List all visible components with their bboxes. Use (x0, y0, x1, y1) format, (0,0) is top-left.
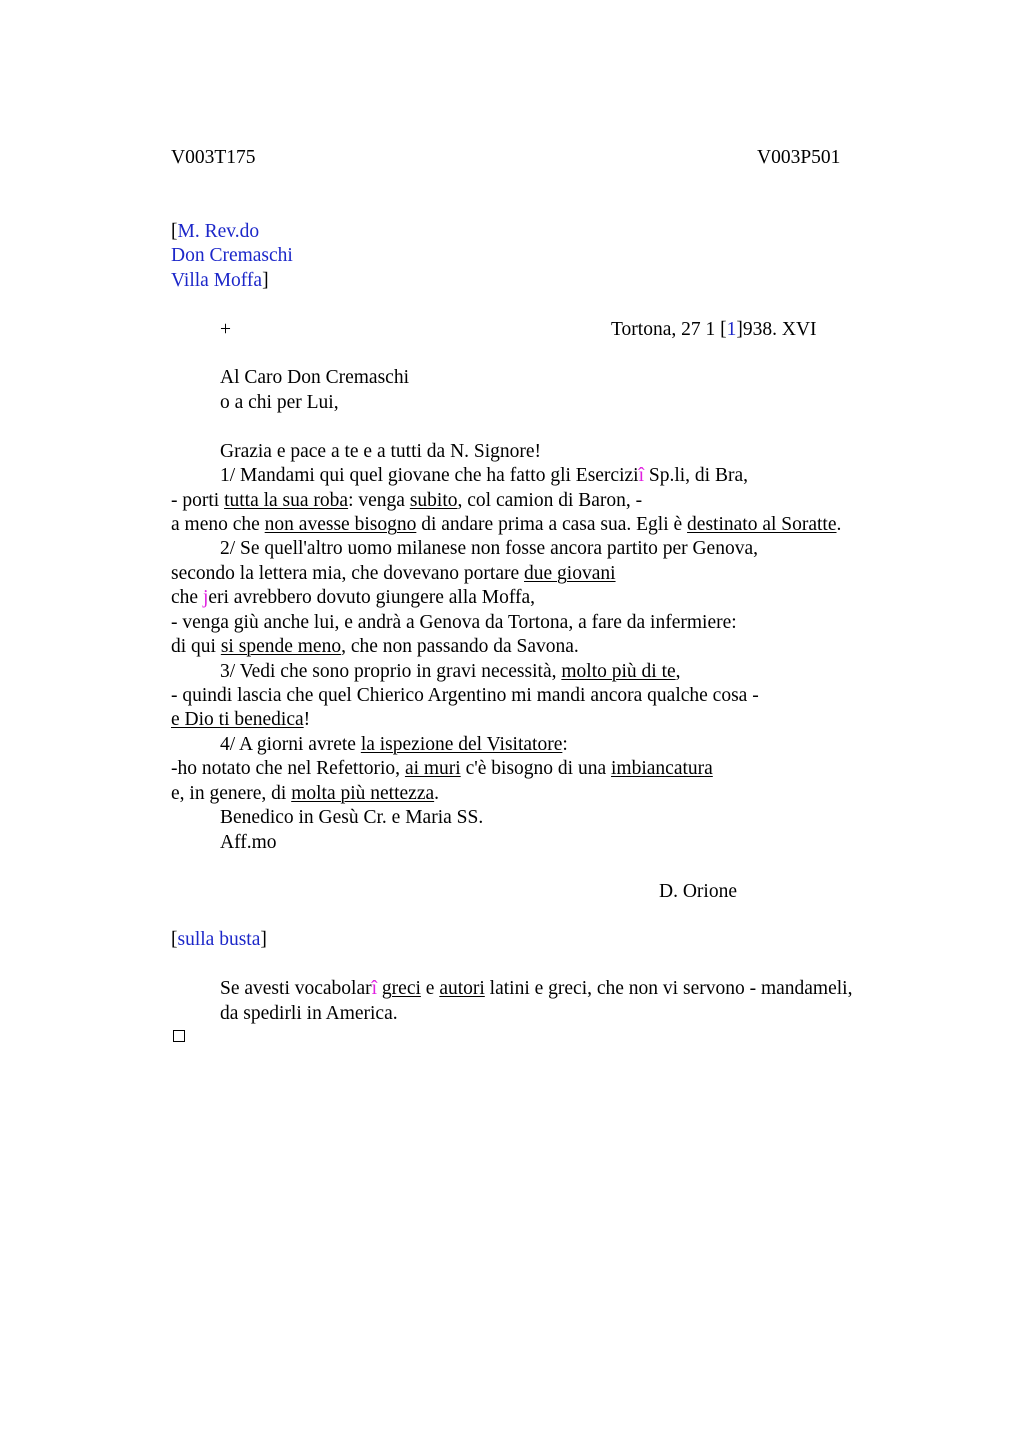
body-line: - quindi lascia che quel Chierico Argentino mi mandi ancora qualche cosa - (171, 685, 759, 706)
body-line: e Dio ti benedica! (171, 709, 311, 730)
body-line: - venga giù anche lui, e andrà a Genova da Tortona, a fare da infermiere: (171, 612, 737, 633)
variant-mark: j (202, 587, 209, 608)
square-box-icon (173, 1030, 185, 1042)
recipient-title: M. Rev.do (177, 221, 260, 242)
body-line: 4/ A giorni avrete la ispezione del Visitatore: (220, 734, 568, 755)
body-line: secondo la lettera mia, che dovevano portare due giovani (171, 563, 616, 584)
cross-mark: + (220, 319, 231, 340)
signature: D. Orione (659, 881, 737, 902)
closing-line: Aff.mo (220, 832, 277, 853)
variant-mark: î (638, 465, 644, 486)
date-inserted-digit: 1 (726, 319, 737, 340)
postscript-line-2: da spedirli in America. (220, 1003, 398, 1024)
blessing-line: Benedico in Gesù Cr. e Maria SS. (220, 807, 484, 828)
archive-code-left: V003T175 (171, 147, 256, 168)
variant-mark: î (371, 978, 378, 999)
envelope-note: [sulla busta] (171, 929, 267, 950)
recipient-place: Villa Moffa (171, 270, 263, 291)
body-line: che jeri avrebbero dovuto giungere alla Moffa, (171, 587, 536, 608)
recipient-line-1: [M. Rev.do (171, 221, 260, 242)
body-line: -ho notato che nel Refettorio, ai muri c'è bisogno di una imbiancatura (171, 758, 713, 779)
body-line: e, in genere, di molta più nettezza. (171, 783, 440, 804)
body-line: 1/ Mandami qui quel giovane che ha fatto gli Eserciziî Sp.li, di Bra, (220, 465, 749, 486)
recipient-line-3: Villa Moffa] (171, 270, 269, 291)
body-line: Grazia e pace a te e a tutti da N. Signore! (220, 441, 542, 462)
body-line: 3/ Vedi che sono proprio in gravi necessità, molto più di te, (220, 661, 681, 682)
salutation-line-1: Al Caro Don Cremaschi (220, 367, 410, 388)
salutation-line-2: o a chi per Lui, (220, 392, 339, 413)
postscript-line-1: Se avesti vocabolarî greci e autori latini e greci, che non vi servono - mandameli, (220, 978, 853, 999)
letter-date: Tortona, 27 1 [1]938. XVI (611, 319, 817, 340)
body-line: 2/ Se quell'altro uomo milanese non fosse ancora partito per Genova, (220, 538, 758, 559)
body-line: a meno che non avesse bisogno di andare prima a casa sua. Egli è destinato al Soratte. (171, 514, 842, 535)
body-line: di qui si spende meno, che non passando da Savona. (171, 636, 579, 657)
body-line: - porti tutta la sua roba: venga subito, col camion di Baron, - (171, 490, 643, 511)
archive-code-right: V003P501 (757, 147, 841, 168)
recipient-line-2: Don Cremaschi (171, 245, 293, 266)
